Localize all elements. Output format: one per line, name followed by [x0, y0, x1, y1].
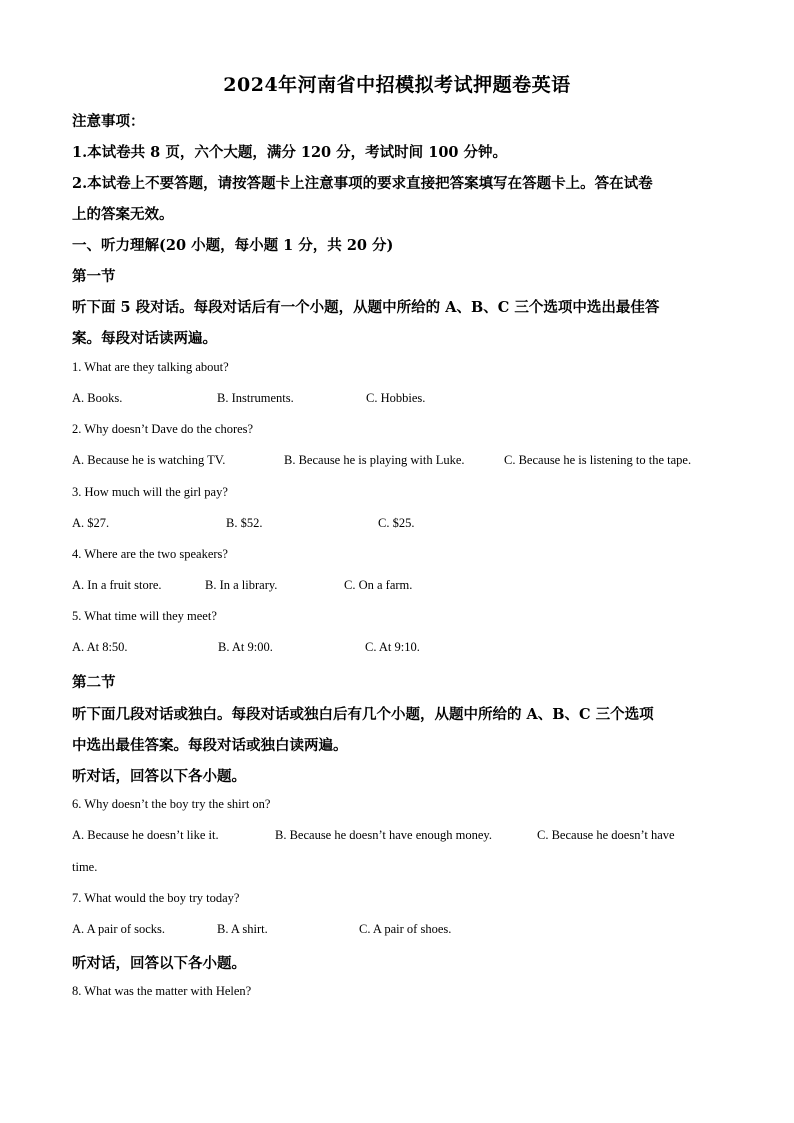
part-1-label: 第一节: [72, 268, 116, 285]
question-2: 2. Why doesn’t Dave do the chores?: [72, 422, 254, 436]
question-1-options: [72, 391, 722, 409]
option-c: C. Because he doesn’t have: [537, 828, 675, 842]
option-b: B. A shirt.: [217, 922, 268, 936]
notice-item-2: 2.本试卷上不要答题，请按答题卡上注意事项的要求直接把答案填写在答题卡上。答在试卷: [72, 175, 653, 192]
part-1-instructions: 听下面 5 段对话。每段对话后有一个小题，从题中所给的 A、B、C 三个选项中选出最佳答: [72, 299, 660, 316]
question-2-options: [72, 453, 722, 471]
notice-item-1: 1.本试卷共 8 页，六个大题，满分 120 分，考试时间 100 分钟。: [72, 144, 508, 161]
question-1: 1. What are they talking about?: [72, 360, 229, 374]
question-3-options: [72, 516, 722, 534]
option-c: C. Hobbies.: [366, 391, 426, 405]
option-b: B. Because he is playing with Luke.: [284, 453, 465, 467]
question-6-options: [72, 828, 722, 846]
option-b: B. In a library.: [205, 578, 278, 592]
option-b: B. Instruments.: [217, 391, 294, 405]
option-b: B. At 9:00.: [218, 640, 273, 654]
exam-title: 2024年河南省中招模拟考试押题卷英语: [223, 74, 571, 96]
notice-item-2-cont: 上的答案无效。: [72, 206, 174, 223]
option-c: C. A pair of shoes.: [359, 922, 452, 936]
notice-heading: 注意事项：: [72, 113, 145, 130]
question-6-option-c-cont: time.: [72, 860, 98, 874]
question-8: 8. What was the matter with Helen?: [72, 984, 252, 998]
option-a: A. At 8:50.: [72, 640, 128, 654]
section-heading: 一、听力理解(20 小题，每小题 1 分，共 20 分): [72, 237, 394, 254]
option-c: C. $25.: [378, 516, 415, 530]
dialog-prompt-2: 听对话，回答以下各小题。: [72, 955, 246, 972]
option-c: C. Because he is listening to the tape.: [504, 453, 692, 467]
question-6: 6. Why doesn’t the boy try the shirt on?: [72, 797, 271, 811]
option-a: A. Books.: [72, 391, 123, 405]
option-b: B. Because he doesn’t have enough money.: [275, 828, 492, 842]
option-a: A. Because he is watching TV.: [72, 453, 226, 467]
option-c: C. On a farm.: [344, 578, 413, 592]
option-b: B. $52.: [226, 516, 263, 530]
question-7: 7. What would the boy try today?: [72, 891, 240, 905]
question-3: 3. How much will the girl pay?: [72, 485, 228, 499]
part-1-instructions-cont: 案。每段对话读两遍。: [72, 330, 217, 347]
option-a: A. A pair of socks.: [72, 922, 166, 936]
option-c: C. At 9:10.: [365, 640, 420, 654]
part-2-instructions-cont: 中选出最佳答案。每段对话或独白读两遍。: [72, 737, 348, 754]
dialog-prompt-1: 听对话，回答以下各小题。: [72, 768, 246, 785]
part-2-instructions: 听下面几段对话或独白。每段对话或独白后有几个小题，从题中所给的 A、B、C 三个选项: [72, 706, 654, 723]
question-5-options: [72, 640, 722, 658]
question-5: 5. What time will they meet?: [72, 609, 217, 623]
question-7-options: [72, 922, 722, 940]
part-2-label: 第二节: [72, 674, 116, 691]
question-4-options: [72, 578, 722, 596]
question-4: 4. Where are the two speakers?: [72, 547, 228, 561]
option-a: A. $27.: [72, 516, 110, 530]
option-a: A. Because he doesn’t like it.: [72, 828, 219, 842]
option-a: A. In a fruit store.: [72, 578, 162, 592]
